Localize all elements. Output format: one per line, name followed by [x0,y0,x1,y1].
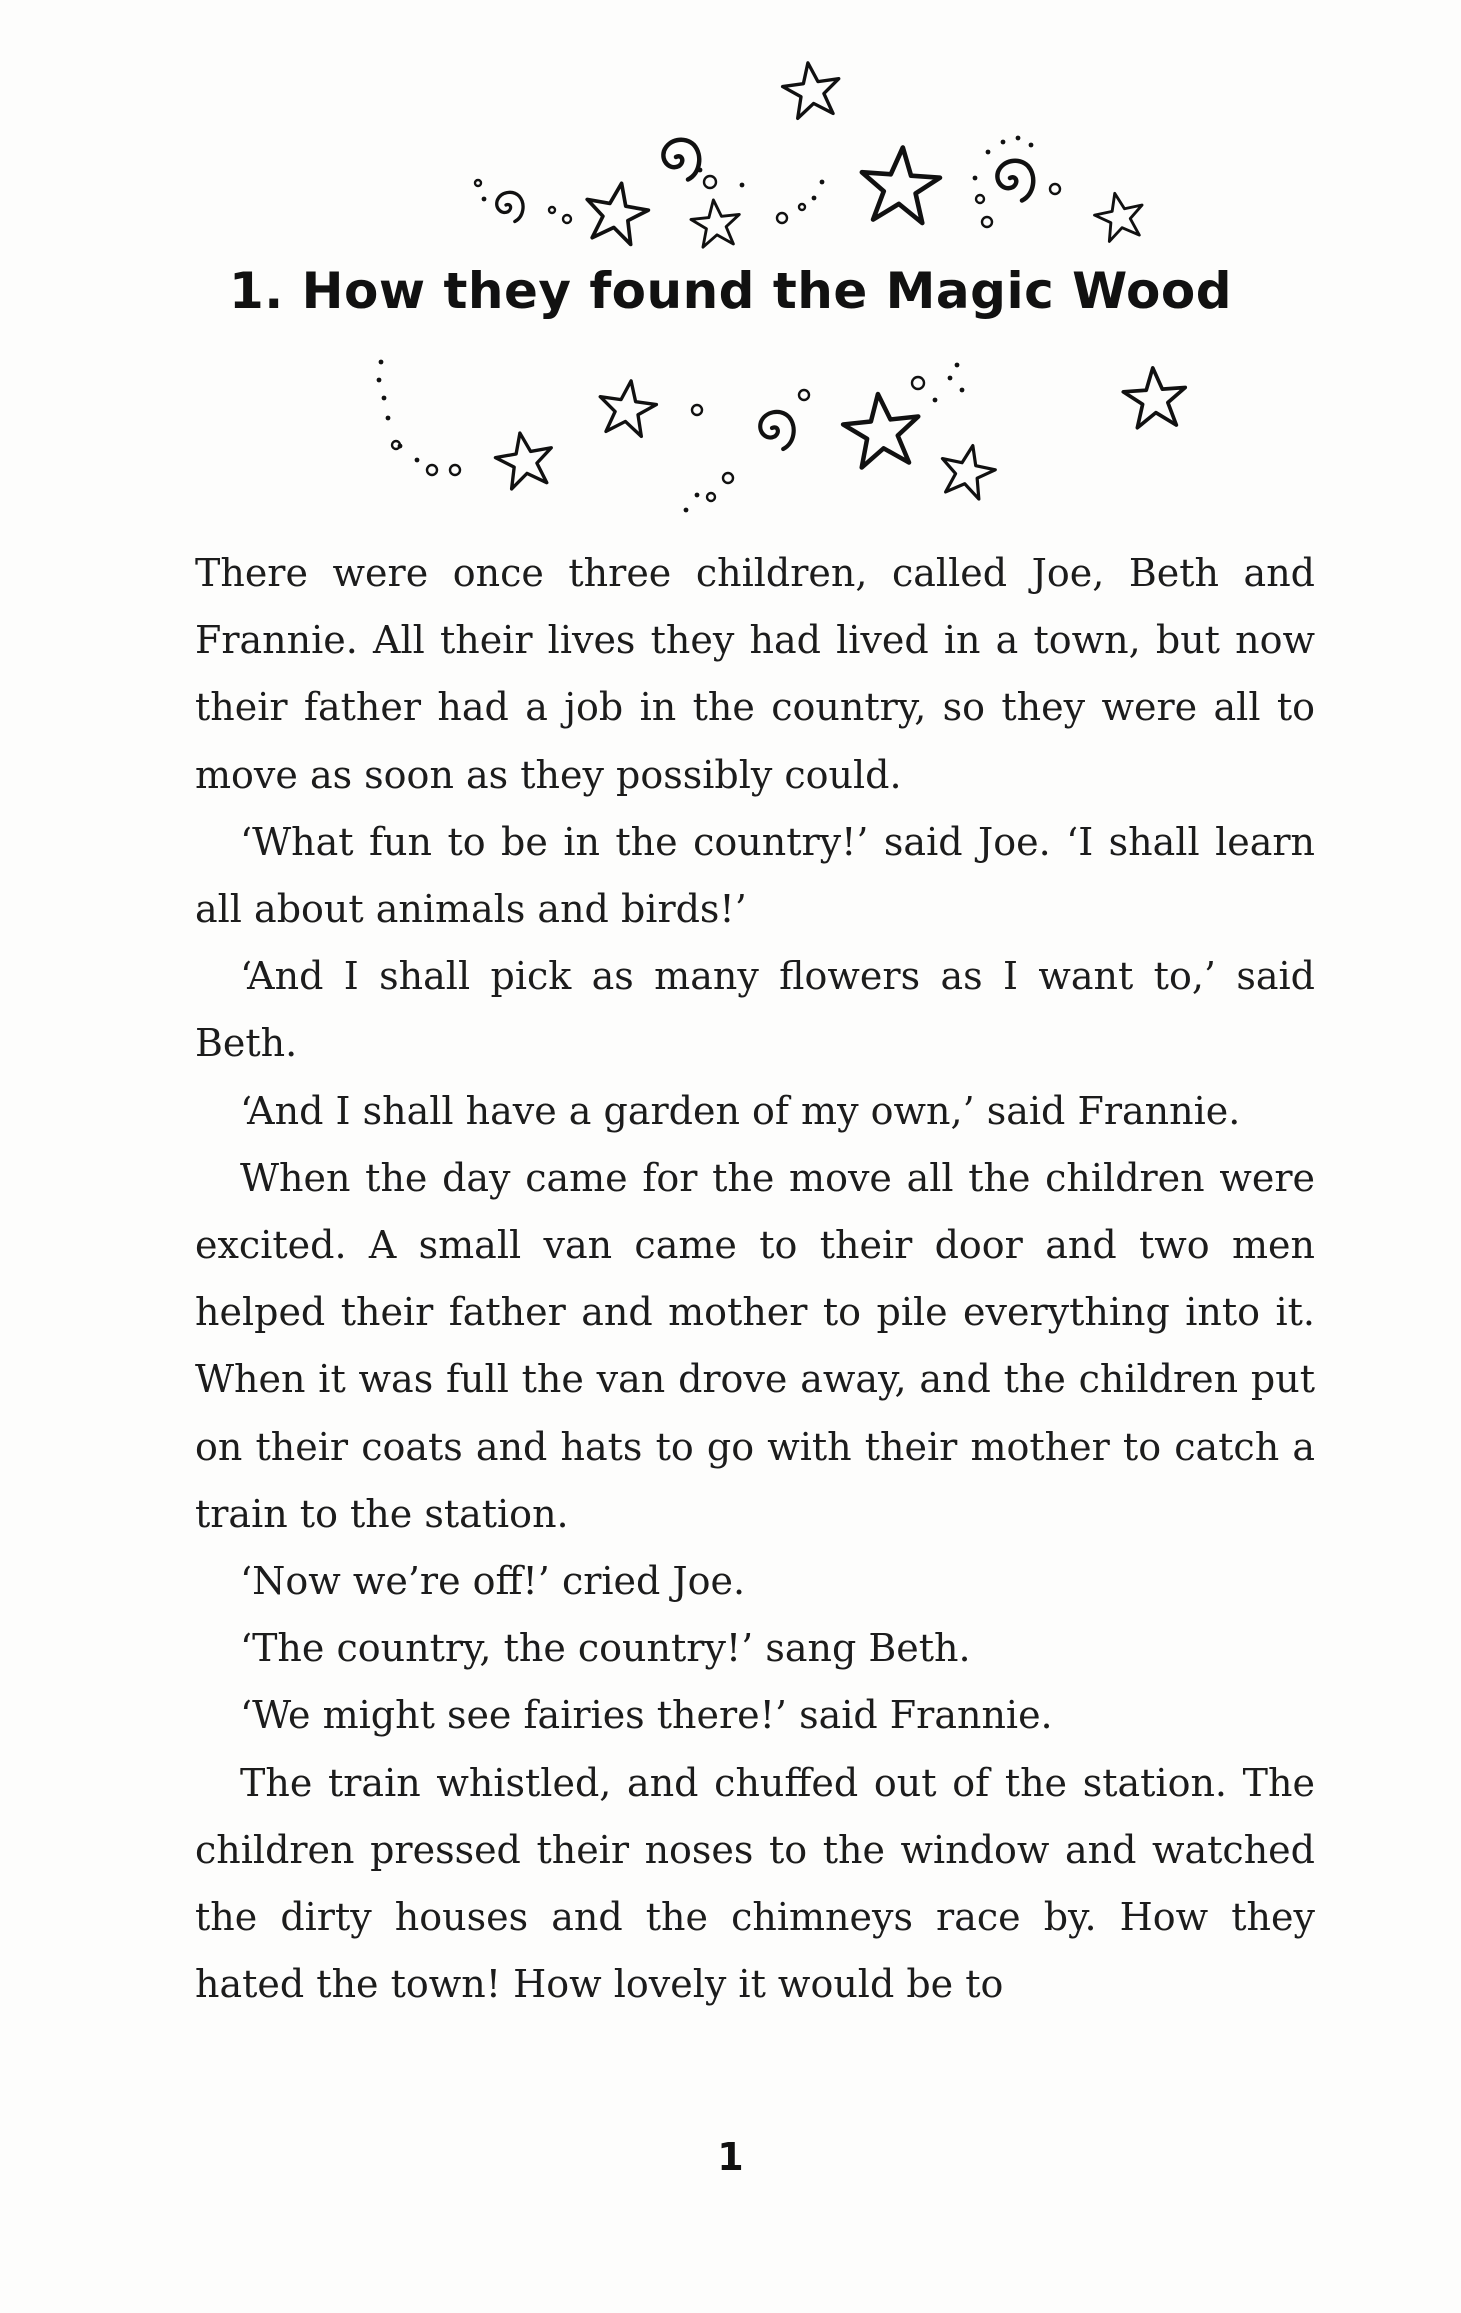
star-icon [936,440,999,501]
dots-decoration [475,176,1060,227]
star-icon [581,178,652,247]
paragraph: ‘We might see fairies there!’ said Frannie. [240,1693,1053,1738]
swirl-icon [663,140,699,180]
dots-decoration [482,136,1034,202]
star-icon [492,428,557,491]
paragraph: ‘Now we’re off!’ cried Joe. [240,1559,746,1604]
paragraph: ‘What fun to be in the country!’ said Joe. ‘I shall learn all about animals and birds!’ [195,819,1315,932]
paragraph: ‘And I shall have a garden of my own,’ said Frannie. [240,1088,1241,1133]
star-icon [859,145,942,224]
dots-decoration [377,360,965,513]
star-icon [1091,188,1148,243]
paragraph: ‘The country, the country!’ sang Beth. [240,1626,971,1671]
star-icon [689,197,742,248]
paragraph: ‘And I shall pick as many flowers as I want to,’ said Beth. [195,954,1315,1066]
story-text [195,540,1315,2018]
star-icon [840,390,923,469]
dots-decoration [392,377,924,501]
star-icon [596,377,660,438]
swirl-icon [760,412,793,449]
paragraph: There were once three children, called Joe, Beth and Frannie. All their lives they had lived in a town, but now their father had a job in the country, so they were all to move as soon as they possibly could. [195,551,1315,797]
star-icon [1122,366,1188,429]
chapter-title: 1. How they found the Magic Wood [228,262,1233,320]
paragraph: The train whistled, and chuffed out of the station. The children pressed their noses to the window and watched the dirty houses and the chimneys race by. How they hated the town! How lovely it would be to [195,1760,1315,2007]
star-icon [780,59,844,120]
paragraph: When the day came for the move all the children were excited. A small van came to their door and two men helped their father and mother to pile everything into it. When it was full the van drove away, and the children put on their coats and hats to go with their mother to catch a train to the station. [195,1155,1315,1536]
page-number: 1 [717,2135,744,2179]
swirl-icon [497,192,523,221]
swirl-icon [997,161,1033,201]
